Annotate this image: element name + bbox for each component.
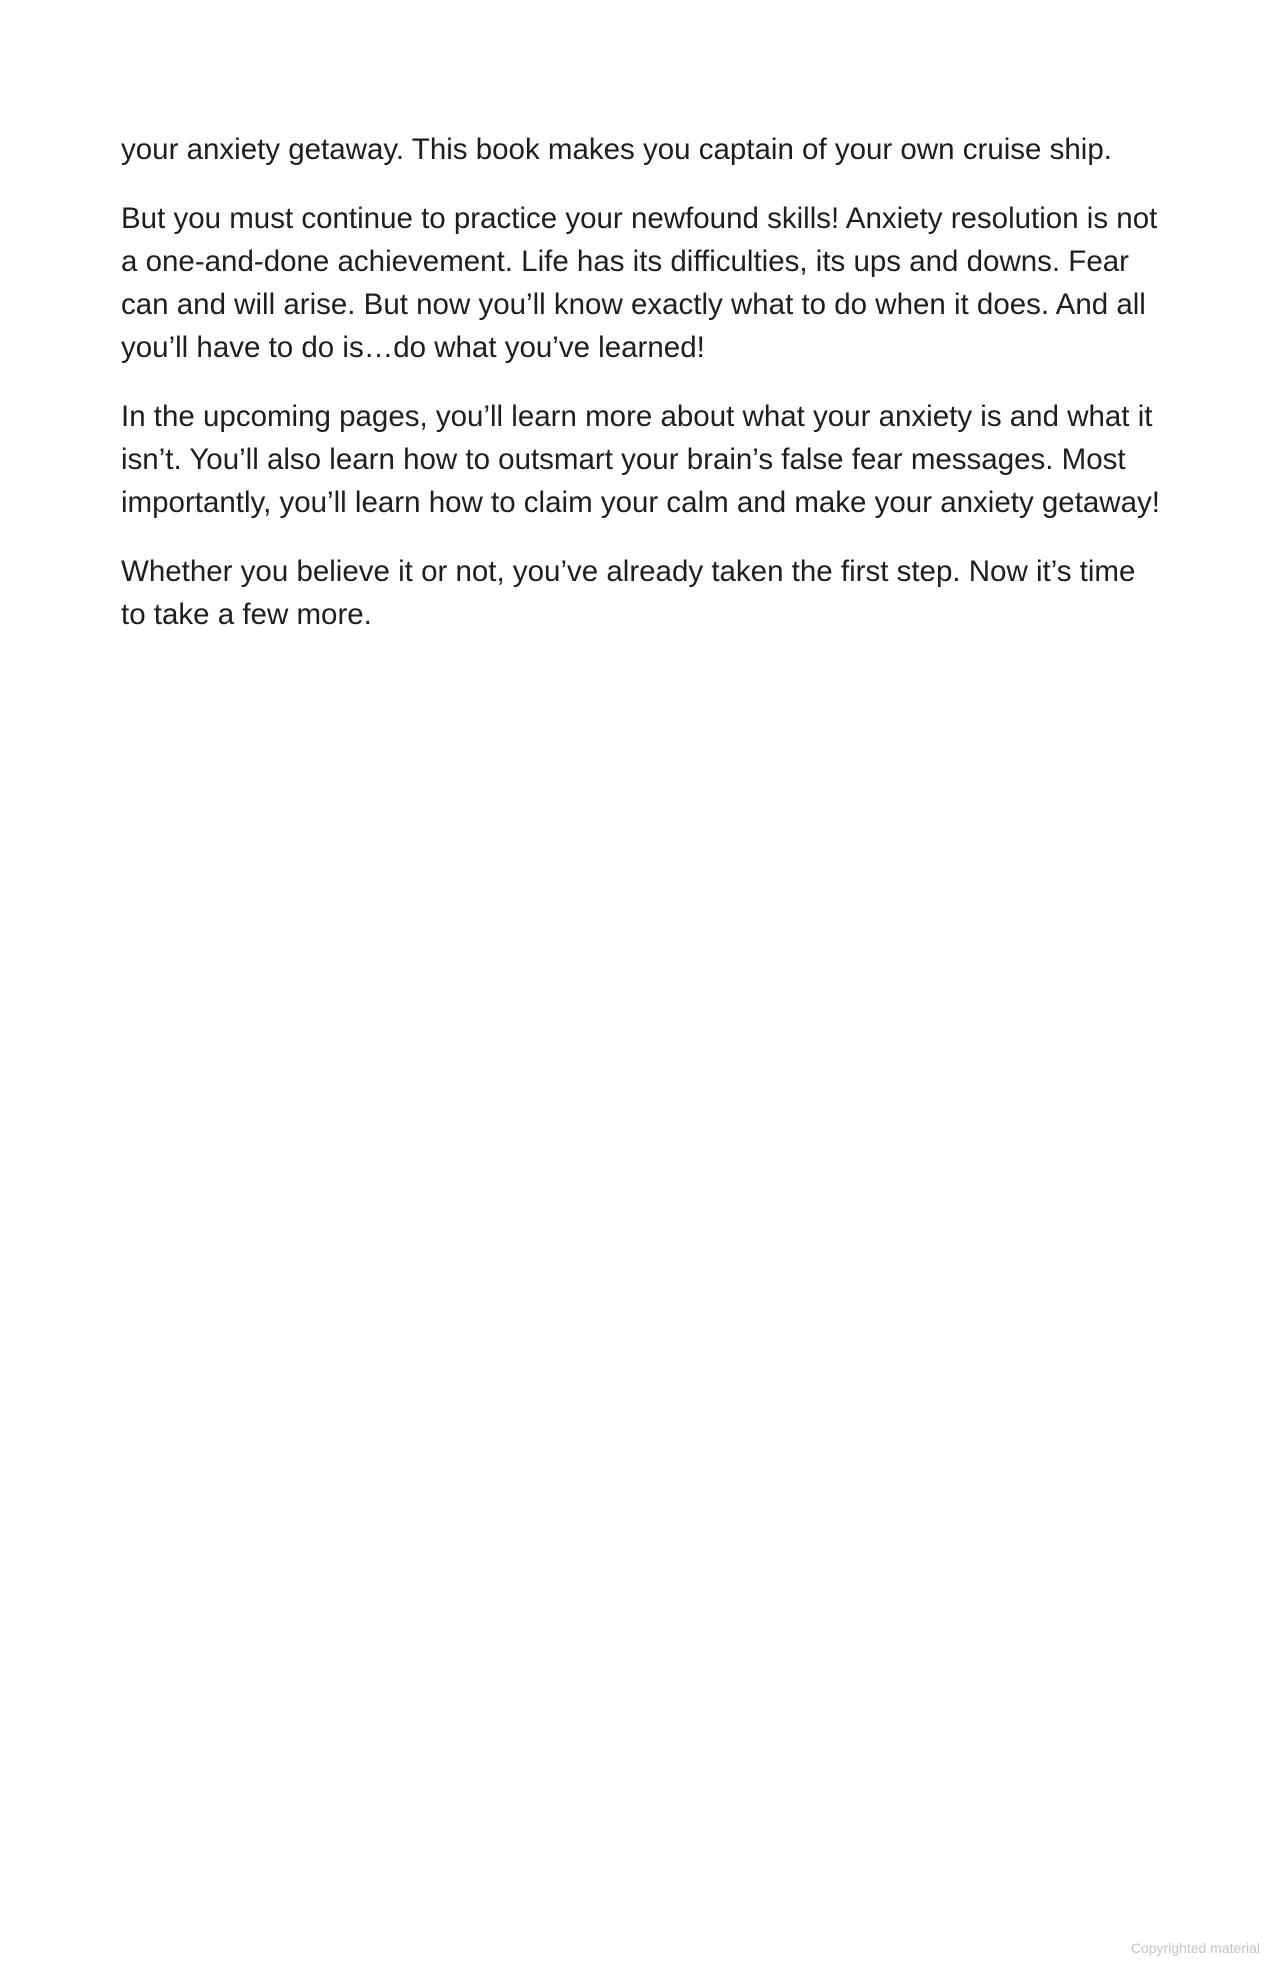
paragraph: But you must continue to practice your newfound skills! Anxiety resolution is not a one-and-done achievement. Life has its difficulties, its ups and downs. Fear can and will arise. But now you’ll know exactly what to do when it does. And all you’ll have to do is…do what you’ve learned! — [121, 202, 1158, 364]
body-text — [121, 128, 1161, 662]
paragraph: Whether you believe it or not, you’ve already taken the first step. Now it’s time to take a few more. — [121, 555, 1136, 631]
paragraph: In the upcoming pages, you’ll learn more about what your anxiety is and what it isn’t. You’ll also learn how to outsmart your brain’s false fear messages. Most importantly, you’ll learn how to claim your calm and make your anxiety getaway! — [121, 400, 1160, 519]
paragraph: your anxiety getaway. This book makes you captain of your own cruise ship. — [121, 133, 1112, 166]
copyright-watermark: Copyrighted material — [1130, 1940, 1260, 1956]
